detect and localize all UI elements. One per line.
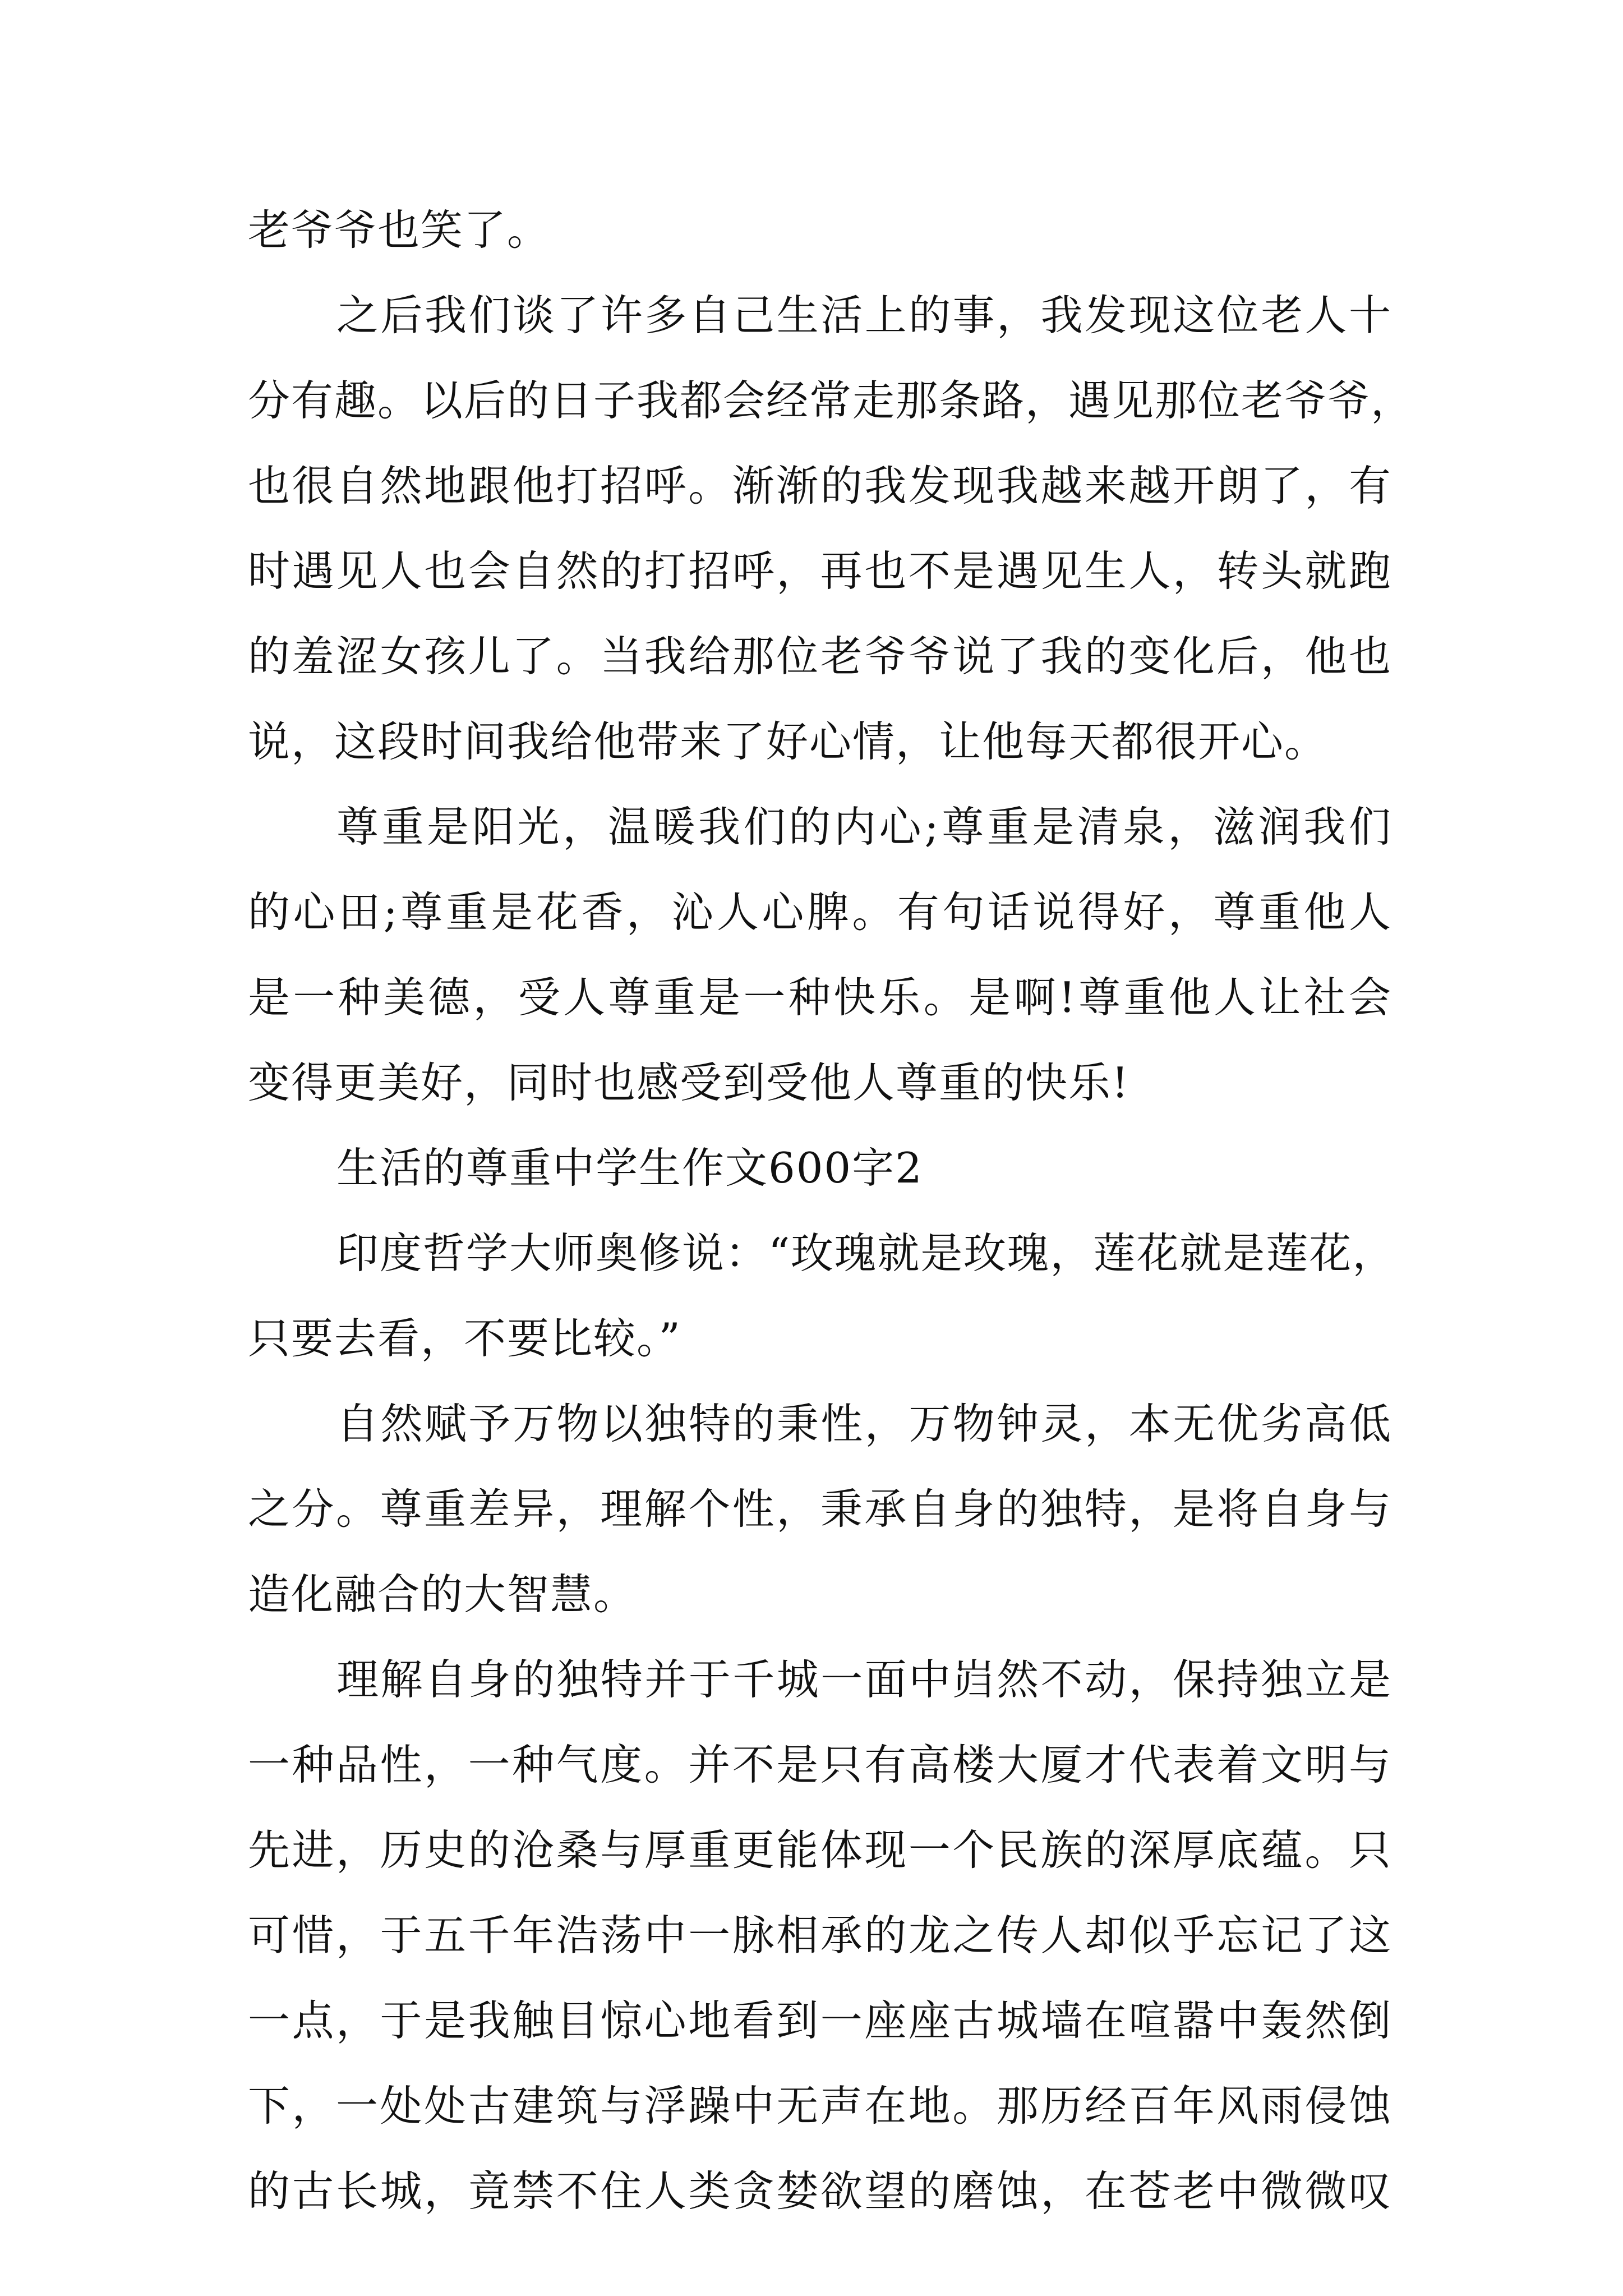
text-line: 理解自身的独特并于千城一面中岿然不动，保持独立是 xyxy=(336,1655,1392,1704)
text-line: 时遇见人也会自然的打招呼，再也不是遇见生人，转头就跑 xyxy=(248,546,1392,596)
text-line: 一种品性，一种气度。并不是只有高楼大厦才代表着文明与 xyxy=(248,1740,1392,1789)
text-line: 只要去看，不要比较。” xyxy=(248,1314,681,1363)
text-line: 可惜，于五千年浩荡中一脉相承的龙之传人却似乎忘记了这 xyxy=(248,1911,1392,1960)
text-line: 分有趣。以后的日子我都会经常走那条路，遇见那位老爷爷， xyxy=(248,376,1414,425)
text-line: 变得更美好，同时也感受到受他人尊重的快乐! xyxy=(248,1058,1130,1107)
section-heading: 生活的尊重中学生作文600字2 xyxy=(336,1143,923,1193)
text-line: 尊重是阳光，温暖我们的内心;尊重是清泉，滋润我们 xyxy=(336,802,1392,852)
text-line: 的古长城，竟禁不住人类贪婪欲望的磨蚀，在苍老中微微叹 xyxy=(248,2166,1392,2216)
text-line: 说，这段时间我给他带来了好心情，让他每天都很开心。 xyxy=(248,717,1328,766)
text-line: 也很自然地跟他打招呼。渐渐的我发现我越来越开朗了，有 xyxy=(248,461,1392,510)
text-line: 自然赋予万物以独特的秉性，万物钟灵，本无优劣高低 xyxy=(336,1399,1392,1448)
text-line: 的羞涩女孩儿了。当我给那位老爷爷说了我的变化后，他也 xyxy=(248,632,1392,681)
text-line: 先进，历史的沧桑与厚重更能体现一个民族的深厚底蕴。只 xyxy=(248,1825,1392,1875)
text-line: 之后我们谈了许多自己生活上的事，我发现这位老人十 xyxy=(336,291,1392,340)
text-line: 造化融合的大智慧。 xyxy=(248,1570,637,1619)
text-line: 老爷爷也笑了。 xyxy=(248,205,551,255)
text-line: 之分。尊重差异，理解个性，秉承自身的独特，是将自身与 xyxy=(248,1484,1392,1534)
text-line: 一点，于是我触目惊心地看到一座座古城墙在喧嚣中轰然倒 xyxy=(248,1996,1392,2045)
text-line: 的心田;尊重是花香，沁人心脾。有句话说得好，尊重他人 xyxy=(248,887,1392,937)
text-line: 是一种美德，受人尊重是一种快乐。是啊!尊重他人让社会 xyxy=(248,973,1392,1022)
text-line: 印度哲学大师奥修说：“玫瑰就是玫瑰，莲花就是莲花， xyxy=(336,1228,1396,1278)
text-line: 下，一处处古建筑与浮躁中无声在地。那历经百年风雨侵蚀 xyxy=(248,2081,1392,2131)
